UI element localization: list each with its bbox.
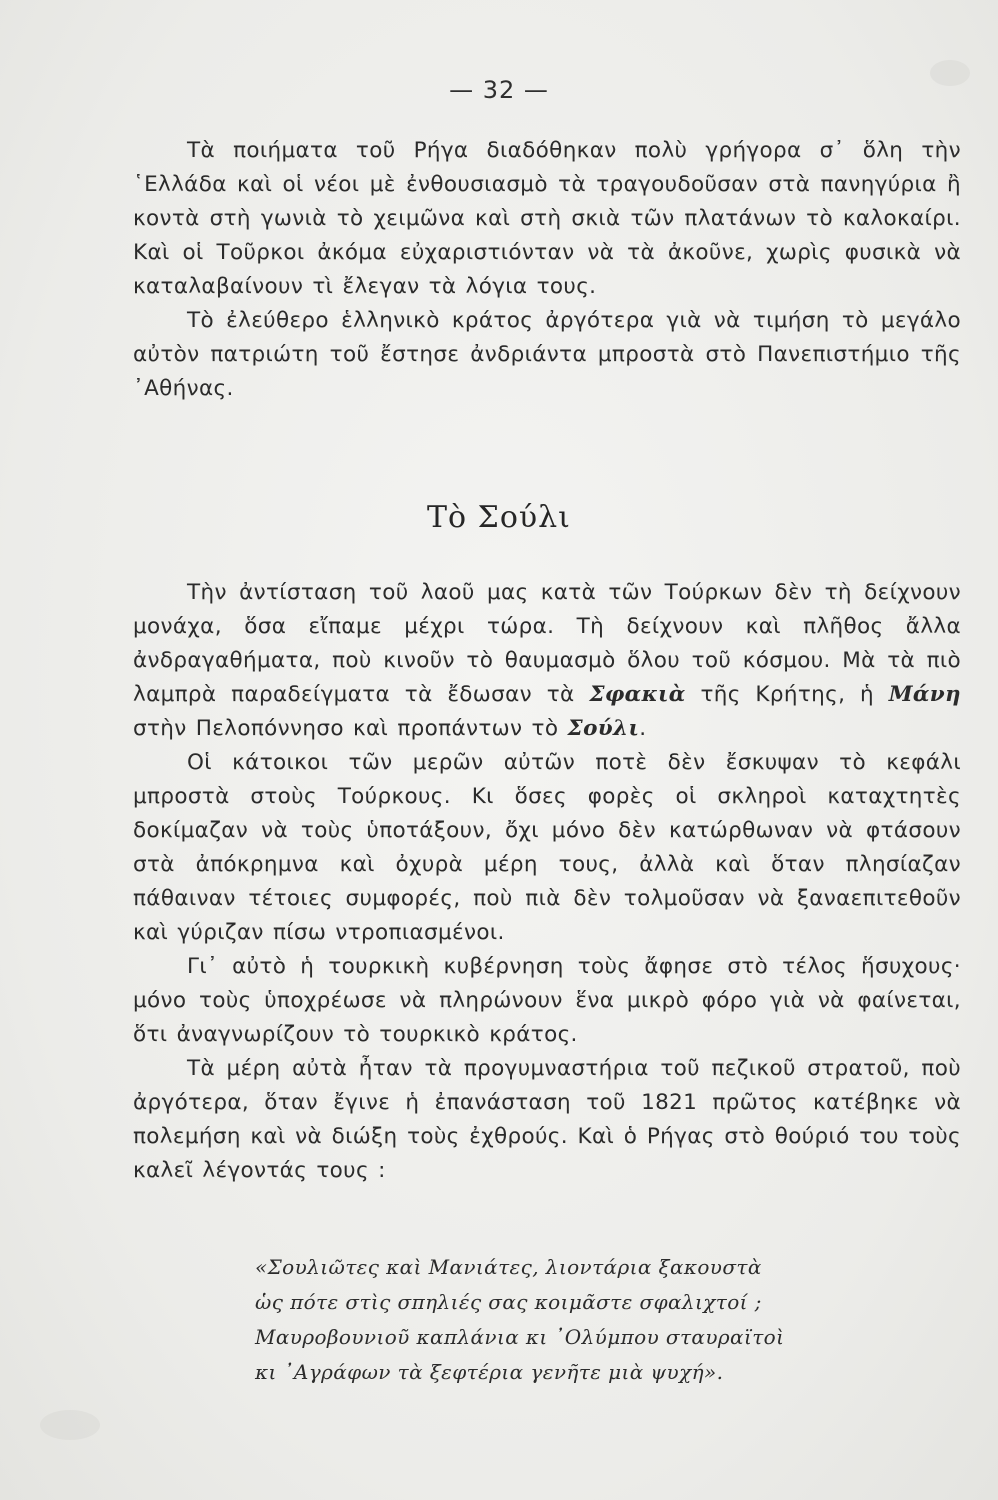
resistance-end: .	[639, 716, 647, 741]
paper-stain	[40, 1410, 100, 1440]
poem-line: κι ᾽Αγράφων τὰ ξεφτέρια γενῆτε μιὰ ψυχή».	[255, 1360, 724, 1384]
intro-text	[133, 134, 961, 406]
section-title: Τὸ Σούλι	[427, 500, 571, 535]
poem-line: «Σουλιῶτες καὶ Μανιάτες, λιοντάρια ξακουστὰ	[255, 1255, 762, 1279]
paragraph-government: Γι᾽ αὐτὸ ἡ τουρκικὴ κυβέρνηση τοὺς ἄφησε στὸ τέλος ἥσυχους· μόνο τοὺς ὑποχρέωσε νὰ πληρώνουν ἕνα μικρὸ φόρο γιὰ νὰ φαίνεται, ὅτι ἀναγνωρίζουν τὸ τουρκικὸ κράτος.	[133, 954, 961, 1047]
paragraph-inhabitants: Οἱ κάτοικοι τῶν μερῶν αὐτῶν ποτὲ δὲν ἔσκυψαν τὸ κεφάλι μπροστὰ στοὺς Τούρκους. Κι ὅσες φορὲς οἱ σκληροὶ καταχτητὲς δοκίμαζαν νὰ τοὺς ὑποτάξουν, ὄχι μόνο δὲν κατώρθωναν νὰ φτάσουν στὰ ἀπόκρημνα καὶ ὀχυρὰ μέρη τους, ἀλλὰ καὶ ὅταν πλησίαζαν πάθαιναν τέτοιες συμφορές, ποὺ πιὰ δὲν τολμοῦσαν νὰ ξαναεπιτεθοῦν καὶ γύριζαν πίσω ντροπιασμένοι.	[133, 750, 961, 945]
souli-section-text	[133, 576, 961, 1188]
resistance-text-crete: τῆς Κρήτης, ἡ	[700, 682, 874, 707]
resistance-text-peloponnese: στὴν Πελοπόννησο καὶ προπάντων τὸ	[133, 716, 559, 741]
place-souli: Σούλι	[567, 716, 640, 741]
thourios-poem	[255, 1250, 784, 1390]
poem-line: Μαυροβουνιοῦ καπλάνια κι ᾽Ολύμπου σταυραϊτοὶ	[255, 1325, 785, 1349]
paragraph-resistance	[133, 576, 961, 746]
paragraph-statue: Τὸ ἐλεύθερο ἑλληνικὸ κράτος ἀργότερα γιὰ νὰ τιμήση τὸ μεγάλο αὐτὸν πατριώτη τοῦ ἔστησε ἀνδριάντα μπροστὰ στὸ Πανεπιστήμιο τῆς ᾽Αθήνας.	[133, 308, 961, 401]
place-mani: Μάνη	[888, 682, 962, 707]
paragraph-rigas-poems: Τὰ ποιήματα τοῦ Ρήγα διαδόθηκαν πολὺ γρήγορα σ᾽ ὅλη τὴν ῾Ελλάδα καὶ οἱ νέοι μὲ ἐνθουσιασμὸ τὰ τραγουδοῦσαν στὰ πανηγύρια ἢ κοντὰ στὴ γωνιὰ τὸ χειμῶνα καὶ στὴ σκιὰ τῶν πλατάνων τὸ καλοκαίρι. Καὶ οἱ Τοῦρκοι ἀκόμα εὐχαριστιόνταν νὰ τὰ ἀκοῦνε, χωρὶς φυσικὰ νὰ καταλαβαίνουν τὶ ἔλεγαν τὰ λόγια τους.	[133, 138, 961, 299]
paragraph-schools: Τὰ μέρη αὐτὰ ἦταν τὰ προγυμναστήρια τοῦ πεζικοῦ στρατοῦ, ποὺ ἀργότερα, ὅταν ἔγινε ἡ ἐπανάσταση τοῦ 1821 πρῶτος κατέβηκε νὰ πολεμήση καὶ νὰ διώξη τοὺς ἐχθρούς. Καὶ ὁ Ρήγας στὸ θούριό του τοὺς καλεῖ λέγοντάς τους :	[133, 1056, 961, 1183]
poem-line: ὡς πότε στὶς σπηλιές σας κοιμᾶστε σφαλιχτοί ;	[255, 1290, 762, 1314]
page-number: — 32 —	[449, 76, 549, 104]
resistance-text: Τὴν ἀντίσταση τοῦ λαοῦ μας κατὰ τῶν Τούρκων δὲν τὴ δείχνουν μονάχα, ὅσα εἴπαμε μέχρι τώρα. Τὴ δείχνουν καὶ πλῆθος ἄλλα ἀνδραγαθήματα, ποὺ κινοῦν τὸ θαυμασμὸ ὅλου τοῦ κόσμου. Μὰ τὰ πιὸ λαμπρὰ παραδείγματα τὰ ἔδωσαν τὰ	[133, 580, 961, 707]
place-sfakia: Σφακιὰ	[589, 682, 686, 707]
